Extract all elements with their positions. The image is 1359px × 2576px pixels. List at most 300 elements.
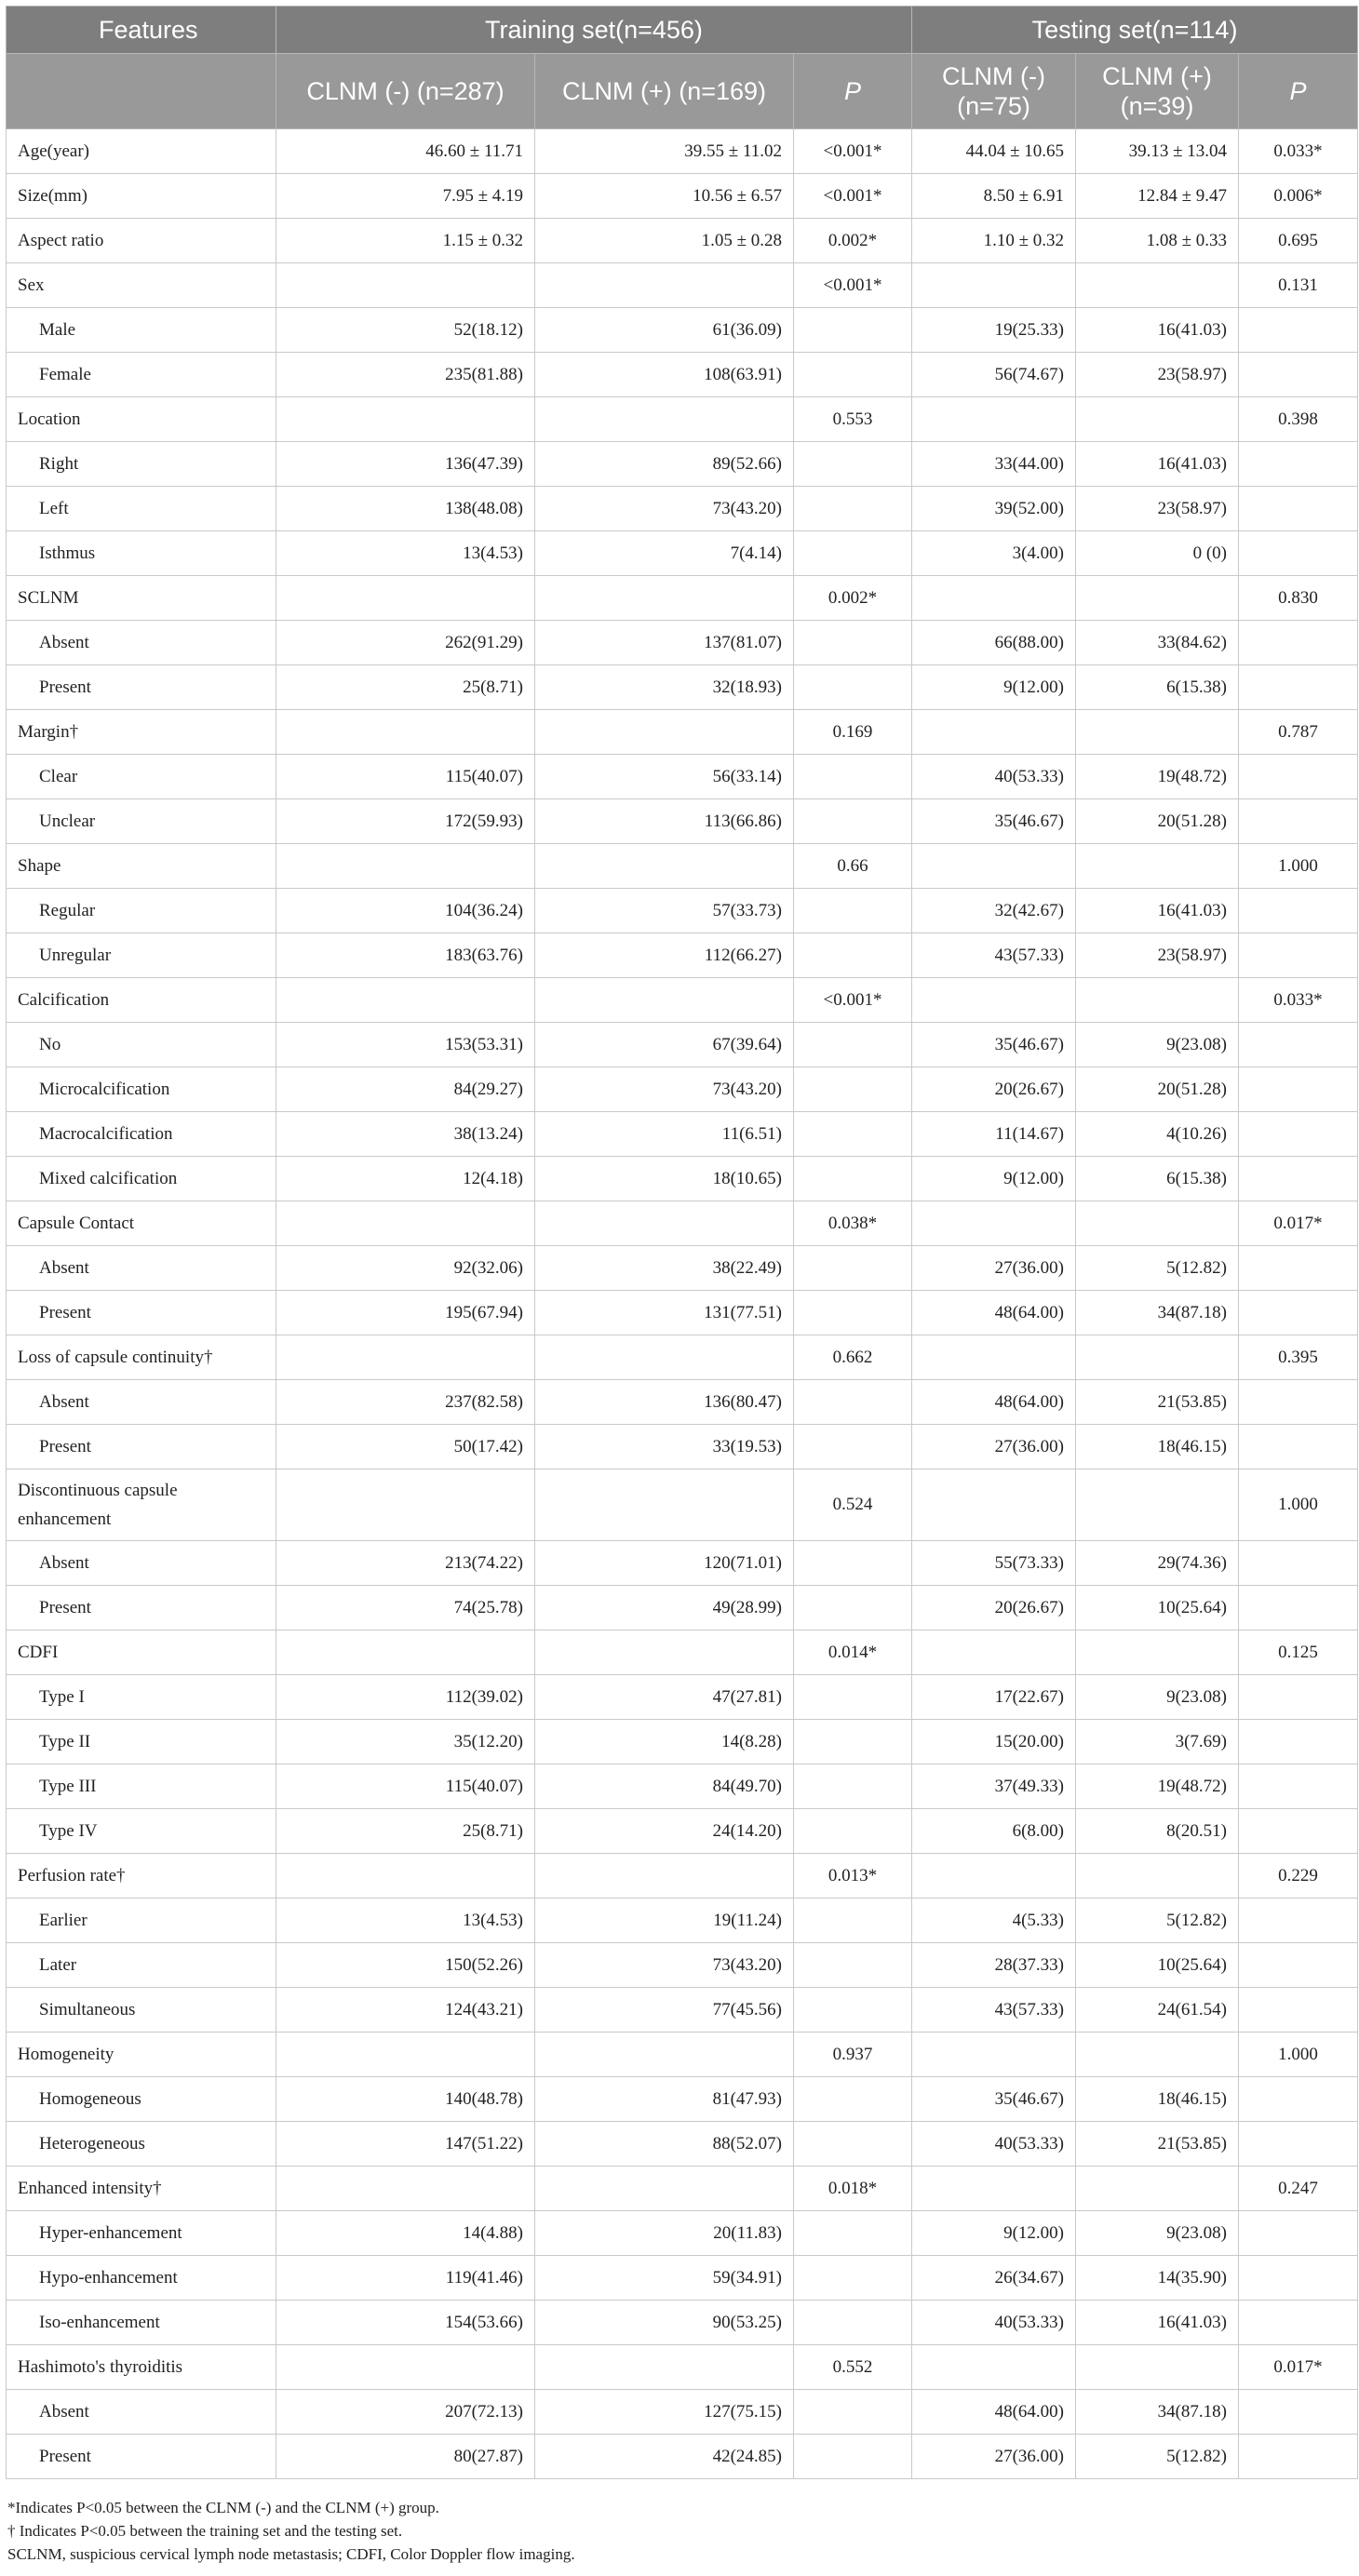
table-row xyxy=(7,933,1358,978)
cell-train-p xyxy=(794,2390,912,2435)
cell-test-p xyxy=(1239,2211,1358,2256)
cell-test-clnm-pos: 23(58.97) xyxy=(1076,487,1239,531)
row-feature-label: Discontinuous capsule enhancement xyxy=(7,1469,276,1541)
cell-train-p xyxy=(794,1943,912,1988)
cell-test-clnm-pos: 34(87.18) xyxy=(1076,2390,1239,2435)
cell-test-clnm-pos: 19(48.72) xyxy=(1076,755,1239,799)
table-row xyxy=(7,1809,1358,1854)
row-sub-label: Present xyxy=(7,2435,276,2479)
cell-test-p xyxy=(1239,2122,1358,2167)
cell-train-clnm-neg: 235(81.88) xyxy=(276,353,535,397)
cell-test-p xyxy=(1239,1157,1358,1201)
header-features: Features xyxy=(7,7,276,54)
cell-train-p xyxy=(794,487,912,531)
cell-test-clnm-pos xyxy=(1076,397,1239,442)
row-feature-label: Aspect ratio xyxy=(7,219,276,263)
row-sub-label: Left xyxy=(7,487,276,531)
cell-test-clnm-pos: 16(41.03) xyxy=(1076,2301,1239,2345)
row-sub-label: Homogeneous xyxy=(7,2077,276,2122)
cell-train-p xyxy=(794,2435,912,2479)
row-feature-label: SCLNM xyxy=(7,576,276,621)
cell-train-clnm-neg xyxy=(276,2167,535,2211)
cell-train-clnm-pos xyxy=(535,263,794,308)
cell-test-p xyxy=(1239,1988,1358,2033)
cell-test-clnm-neg: 28(37.33) xyxy=(912,1943,1076,1988)
cell-test-clnm-pos xyxy=(1076,710,1239,755)
header-features-blank xyxy=(7,54,276,129)
row-sub-label: Absent xyxy=(7,1246,276,1291)
table-row xyxy=(7,353,1358,397)
cell-test-clnm-pos xyxy=(1076,844,1239,889)
cell-train-clnm-neg: 13(4.53) xyxy=(276,1898,535,1943)
cell-test-p xyxy=(1239,2301,1358,2345)
cell-test-clnm-pos: 16(41.03) xyxy=(1076,442,1239,487)
cell-test-clnm-pos: 10(25.64) xyxy=(1076,1943,1239,1988)
row-sub-label: Hypo-enhancement xyxy=(7,2256,276,2301)
cell-train-p xyxy=(794,933,912,978)
cell-train-clnm-pos: 7(4.14) xyxy=(535,531,794,576)
cell-test-p: 0.017* xyxy=(1239,2345,1358,2390)
cell-train-p xyxy=(794,1023,912,1067)
table-container xyxy=(6,6,1357,2479)
cell-test-p xyxy=(1239,353,1358,397)
cell-train-clnm-pos xyxy=(535,710,794,755)
row-sub-label: Heterogeneous xyxy=(7,2122,276,2167)
row-sub-label: Absent xyxy=(7,2390,276,2435)
cell-train-clnm-neg: 7.95 ± 4.19 xyxy=(276,174,535,219)
cell-test-clnm-pos xyxy=(1076,1335,1239,1380)
cell-train-p: 0.552 xyxy=(794,2345,912,2390)
row-feature-label: Location xyxy=(7,397,276,442)
cell-train-clnm-neg: 183(63.76) xyxy=(276,933,535,978)
table-row xyxy=(7,799,1358,844)
cell-train-clnm-pos: 56(33.14) xyxy=(535,755,794,799)
cell-test-clnm-neg: 8.50 ± 6.91 xyxy=(912,174,1076,219)
cell-train-clnm-pos xyxy=(535,2167,794,2211)
cell-test-p: 0.398 xyxy=(1239,397,1358,442)
cell-train-clnm-neg xyxy=(276,1854,535,1898)
cell-train-clnm-pos: 39.55 ± 11.02 xyxy=(535,129,794,174)
cell-train-p: 0.038* xyxy=(794,1201,912,1246)
row-sub-label: Male xyxy=(7,308,276,353)
cell-test-clnm-pos xyxy=(1076,1201,1239,1246)
cell-test-clnm-neg: 33(44.00) xyxy=(912,442,1076,487)
table-row xyxy=(7,1898,1358,1943)
cell-test-clnm-pos: 8(20.51) xyxy=(1076,1809,1239,1854)
cell-test-clnm-pos: 23(58.97) xyxy=(1076,353,1239,397)
cell-train-p xyxy=(794,1764,912,1809)
row-sub-label: Type II xyxy=(7,1720,276,1764)
cell-test-clnm-neg: 40(53.33) xyxy=(912,2122,1076,2167)
cell-train-clnm-pos: 73(43.20) xyxy=(535,1067,794,1112)
table-row xyxy=(7,1380,1358,1425)
cell-test-clnm-neg: 43(57.33) xyxy=(912,1988,1076,2033)
cell-train-p xyxy=(794,621,912,665)
cell-train-clnm-neg xyxy=(276,397,535,442)
cell-test-clnm-neg xyxy=(912,2167,1076,2211)
cell-test-p: 0.033* xyxy=(1239,978,1358,1023)
cell-test-p xyxy=(1239,665,1358,710)
cell-test-clnm-pos: 29(74.36) xyxy=(1076,1541,1239,1586)
cell-train-clnm-neg: 124(43.21) xyxy=(276,1988,535,2033)
cell-test-p xyxy=(1239,531,1358,576)
cell-test-p: 0.017* xyxy=(1239,1201,1358,1246)
cell-train-clnm-neg: 1.15 ± 0.32 xyxy=(276,219,535,263)
cell-train-p xyxy=(794,1898,912,1943)
cell-train-p: 0.002* xyxy=(794,219,912,263)
cell-test-clnm-pos xyxy=(1076,1630,1239,1675)
cell-train-p xyxy=(794,2211,912,2256)
table-row xyxy=(7,889,1358,933)
cell-test-clnm-neg: 20(26.67) xyxy=(912,1586,1076,1630)
cell-test-clnm-pos: 20(51.28) xyxy=(1076,1067,1239,1112)
cell-test-clnm-pos: 9(23.08) xyxy=(1076,2211,1239,2256)
table-row xyxy=(7,174,1358,219)
cell-train-p xyxy=(794,799,912,844)
cell-train-clnm-pos xyxy=(535,2345,794,2390)
row-sub-label: Present xyxy=(7,1586,276,1630)
cell-test-clnm-neg: 4(5.33) xyxy=(912,1898,1076,1943)
cell-train-p xyxy=(794,889,912,933)
cell-test-clnm-pos xyxy=(1076,978,1239,1023)
cell-train-p: <0.001* xyxy=(794,978,912,1023)
cell-train-p: 0.662 xyxy=(794,1335,912,1380)
row-sub-label: Present xyxy=(7,1425,276,1469)
cell-train-clnm-pos: 19(11.24) xyxy=(535,1898,794,1943)
cell-test-p xyxy=(1239,1112,1358,1157)
cell-train-clnm-neg: 13(4.53) xyxy=(276,531,535,576)
cell-train-clnm-pos: 113(66.86) xyxy=(535,799,794,844)
cell-train-clnm-neg: 153(53.31) xyxy=(276,1023,535,1067)
cell-train-clnm-neg: 207(72.13) xyxy=(276,2390,535,2435)
table-row xyxy=(7,219,1358,263)
cell-train-clnm-pos: 32(18.93) xyxy=(535,665,794,710)
cell-train-p xyxy=(794,1157,912,1201)
row-feature-label: Loss of capsule continuity† xyxy=(7,1335,276,1380)
cell-test-clnm-pos: 10(25.64) xyxy=(1076,1586,1239,1630)
row-sub-label: No xyxy=(7,1023,276,1067)
table-row xyxy=(7,1067,1358,1112)
cell-test-clnm-neg: 35(46.67) xyxy=(912,2077,1076,2122)
cell-test-p xyxy=(1239,889,1358,933)
cell-train-clnm-neg xyxy=(276,1630,535,1675)
cell-test-clnm-pos: 39.13 ± 13.04 xyxy=(1076,129,1239,174)
cell-test-p: 1.000 xyxy=(1239,844,1358,889)
cell-train-p: 0.002* xyxy=(794,576,912,621)
cell-test-clnm-pos: 18(46.15) xyxy=(1076,1425,1239,1469)
row-sub-label: Earlier xyxy=(7,1898,276,1943)
cell-test-p xyxy=(1239,2256,1358,2301)
cell-train-p: 0.169 xyxy=(794,710,912,755)
cell-test-p: 0.125 xyxy=(1239,1630,1358,1675)
cell-train-clnm-pos xyxy=(535,1469,794,1541)
cell-train-p xyxy=(794,1112,912,1157)
cell-train-p xyxy=(794,2122,912,2167)
cell-test-clnm-pos: 14(35.90) xyxy=(1076,2256,1239,2301)
cell-test-clnm-neg xyxy=(912,2033,1076,2077)
cell-train-clnm-neg: 84(29.27) xyxy=(276,1067,535,1112)
cell-train-clnm-pos: 131(77.51) xyxy=(535,1291,794,1335)
cell-test-clnm-pos: 18(46.15) xyxy=(1076,2077,1239,2122)
table-row xyxy=(7,1157,1358,1201)
row-sub-label: Later xyxy=(7,1943,276,1988)
cell-train-clnm-neg: 14(4.88) xyxy=(276,2211,535,2256)
cell-test-p xyxy=(1239,2435,1358,2479)
cell-train-clnm-pos: 14(8.28) xyxy=(535,1720,794,1764)
cell-train-clnm-pos: 20(11.83) xyxy=(535,2211,794,2256)
table-row xyxy=(7,308,1358,353)
cell-train-clnm-neg: 74(25.78) xyxy=(276,1586,535,1630)
cell-train-clnm-pos xyxy=(535,978,794,1023)
header-test-clnm-neg: CLNM (-) (n=75) xyxy=(912,54,1076,129)
header-row-columns xyxy=(7,54,1358,129)
cell-test-clnm-neg xyxy=(912,1630,1076,1675)
footnote-significance: *Indicates P<0.05 between the CLNM (-) and the CLNM (+) group. xyxy=(7,2499,439,2516)
row-sub-label: Female xyxy=(7,353,276,397)
row-sub-label: Iso-enhancement xyxy=(7,2301,276,2345)
cell-train-clnm-pos: 73(43.20) xyxy=(535,487,794,531)
cell-train-clnm-neg: 112(39.02) xyxy=(276,1675,535,1720)
cell-test-clnm-neg xyxy=(912,1335,1076,1380)
cell-train-p: 0.937 xyxy=(794,2033,912,2077)
table-row xyxy=(7,1720,1358,1764)
cell-train-clnm-neg: 50(17.42) xyxy=(276,1425,535,1469)
cell-train-clnm-neg: 38(13.24) xyxy=(276,1112,535,1157)
cell-train-clnm-neg: 104(36.24) xyxy=(276,889,535,933)
cell-train-clnm-neg: 150(52.26) xyxy=(276,1943,535,1988)
cell-train-p xyxy=(794,1067,912,1112)
cell-test-clnm-pos: 0 (0) xyxy=(1076,531,1239,576)
cell-train-clnm-neg: 119(41.46) xyxy=(276,2256,535,2301)
row-sub-label: Present xyxy=(7,1291,276,1335)
header-test-clnm-pos: CLNM (+) (n=39) xyxy=(1076,54,1239,129)
cell-test-p xyxy=(1239,487,1358,531)
cell-test-p xyxy=(1239,621,1358,665)
table-row xyxy=(7,1023,1358,1067)
header-testing-set: Testing set(n=114) xyxy=(912,7,1358,54)
table-row xyxy=(7,1854,1358,1898)
row-feature-label: Age(year) xyxy=(7,129,276,174)
cell-train-p xyxy=(794,1720,912,1764)
cell-test-p xyxy=(1239,1675,1358,1720)
cell-train-p: 0.553 xyxy=(794,397,912,442)
row-sub-label: Mixed calcification xyxy=(7,1157,276,1201)
row-feature-label: Perfusion rate† xyxy=(7,1854,276,1898)
cell-test-clnm-neg xyxy=(912,2345,1076,2390)
cell-train-p xyxy=(794,1586,912,1630)
cell-test-clnm-pos: 4(10.26) xyxy=(1076,1112,1239,1157)
cell-train-p xyxy=(794,755,912,799)
cell-test-p xyxy=(1239,799,1358,844)
cell-train-clnm-neg xyxy=(276,1469,535,1541)
cell-test-clnm-pos: 21(53.85) xyxy=(1076,1380,1239,1425)
cell-train-clnm-pos: 89(52.66) xyxy=(535,442,794,487)
row-feature-label: Margin† xyxy=(7,710,276,755)
cell-train-clnm-neg xyxy=(276,1335,535,1380)
cell-test-clnm-neg: 43(57.33) xyxy=(912,933,1076,978)
table-row xyxy=(7,1541,1358,1586)
cell-test-clnm-neg: 55(73.33) xyxy=(912,1541,1076,1586)
cell-test-clnm-pos xyxy=(1076,1469,1239,1541)
cell-train-clnm-neg xyxy=(276,576,535,621)
row-sub-label: Macrocalcification xyxy=(7,1112,276,1157)
row-sub-label: Microcalcification xyxy=(7,1067,276,1112)
cell-train-clnm-neg xyxy=(276,978,535,1023)
table-row xyxy=(7,2390,1358,2435)
cell-train-p: <0.001* xyxy=(794,263,912,308)
cell-train-p xyxy=(794,308,912,353)
cell-train-p xyxy=(794,2077,912,2122)
table-row xyxy=(7,1675,1358,1720)
table-row xyxy=(7,621,1358,665)
cell-train-p xyxy=(794,1541,912,1586)
cell-train-clnm-neg: 172(59.93) xyxy=(276,799,535,844)
cell-train-clnm-neg: 92(32.06) xyxy=(276,1246,535,1291)
cell-train-clnm-neg xyxy=(276,2033,535,2077)
cell-test-clnm-neg: 27(36.00) xyxy=(912,1246,1076,1291)
row-sub-label: Simultaneous xyxy=(7,1988,276,2033)
cell-test-p xyxy=(1239,755,1358,799)
cell-train-clnm-neg: 237(82.58) xyxy=(276,1380,535,1425)
cell-test-clnm-neg xyxy=(912,576,1076,621)
cell-test-clnm-neg xyxy=(912,397,1076,442)
cell-train-p: 0.66 xyxy=(794,844,912,889)
cell-test-p xyxy=(1239,933,1358,978)
row-feature-label: Sex xyxy=(7,263,276,308)
cell-test-clnm-pos: 33(84.62) xyxy=(1076,621,1239,665)
cell-test-clnm-pos: 20(51.28) xyxy=(1076,799,1239,844)
cell-test-p xyxy=(1239,1023,1358,1067)
characteristics-table xyxy=(6,6,1358,2479)
cell-train-clnm-pos: 137(81.07) xyxy=(535,621,794,665)
footnote-dagger: † Indicates P<0.05 between the training set and the testing set. xyxy=(7,2522,403,2540)
row-sub-label: Isthmus xyxy=(7,531,276,576)
cell-train-clnm-pos: 42(24.85) xyxy=(535,2435,794,2479)
cell-test-clnm-neg: 35(46.67) xyxy=(912,1023,1076,1067)
table-row xyxy=(7,1246,1358,1291)
header-train-clnm-pos: CLNM (+) (n=169) xyxy=(535,54,794,129)
row-sub-label: Unclear xyxy=(7,799,276,844)
cell-test-clnm-pos xyxy=(1076,2167,1239,2211)
cell-train-clnm-neg: 115(40.07) xyxy=(276,1764,535,1809)
cell-train-clnm-neg xyxy=(276,2345,535,2390)
cell-train-clnm-pos: 59(34.91) xyxy=(535,2256,794,2301)
cell-test-p xyxy=(1239,308,1358,353)
cell-train-clnm-neg: 115(40.07) xyxy=(276,755,535,799)
cell-train-p xyxy=(794,1246,912,1291)
cell-test-clnm-pos: 5(12.82) xyxy=(1076,1246,1239,1291)
cell-train-clnm-pos: 73(43.20) xyxy=(535,1943,794,1988)
cell-test-clnm-neg xyxy=(912,978,1076,1023)
cell-train-p: 0.013* xyxy=(794,1854,912,1898)
cell-train-clnm-neg xyxy=(276,263,535,308)
row-sub-label: Regular xyxy=(7,889,276,933)
row-sub-label: Hyper-enhancement xyxy=(7,2211,276,2256)
cell-test-p xyxy=(1239,1809,1358,1854)
cell-test-p xyxy=(1239,1720,1358,1764)
table-row xyxy=(7,1112,1358,1157)
cell-train-clnm-pos: 77(45.56) xyxy=(535,1988,794,2033)
row-sub-label: Type III xyxy=(7,1764,276,1809)
cell-test-p xyxy=(1239,1291,1358,1335)
cell-test-p xyxy=(1239,1380,1358,1425)
cell-test-clnm-pos: 21(53.85) xyxy=(1076,2122,1239,2167)
cell-test-clnm-neg: 44.04 ± 10.65 xyxy=(912,129,1076,174)
cell-train-p xyxy=(794,353,912,397)
cell-train-p: <0.001* xyxy=(794,174,912,219)
cell-test-p: 0.395 xyxy=(1239,1335,1358,1380)
table-row xyxy=(7,710,1358,755)
cell-train-clnm-neg: 52(18.12) xyxy=(276,308,535,353)
cell-test-p: 0.229 xyxy=(1239,1854,1358,1898)
table-row xyxy=(7,978,1358,1023)
cell-test-clnm-neg: 39(52.00) xyxy=(912,487,1076,531)
cell-train-p xyxy=(794,1291,912,1335)
cell-test-clnm-neg: 27(36.00) xyxy=(912,1425,1076,1469)
cell-test-clnm-neg: 6(8.00) xyxy=(912,1809,1076,1854)
cell-train-clnm-neg xyxy=(276,710,535,755)
cell-train-clnm-pos: 18(10.65) xyxy=(535,1157,794,1201)
table-row xyxy=(7,263,1358,308)
row-feature-label: Hashimoto's thyroiditis xyxy=(7,2345,276,2390)
table-row xyxy=(7,1988,1358,2033)
cell-test-p xyxy=(1239,2077,1358,2122)
cell-test-clnm-pos: 3(7.69) xyxy=(1076,1720,1239,1764)
cell-test-clnm-neg: 48(64.00) xyxy=(912,1291,1076,1335)
cell-train-clnm-pos: 24(14.20) xyxy=(535,1809,794,1854)
cell-test-clnm-pos: 1.08 ± 0.33 xyxy=(1076,219,1239,263)
cell-train-clnm-pos: 57(33.73) xyxy=(535,889,794,933)
table-row xyxy=(7,2345,1358,2390)
table-row xyxy=(7,1425,1358,1469)
cell-train-clnm-pos xyxy=(535,576,794,621)
row-feature-label: Calcification xyxy=(7,978,276,1023)
cell-train-clnm-pos xyxy=(535,1630,794,1675)
cell-train-clnm-pos xyxy=(535,1854,794,1898)
row-feature-label: CDFI xyxy=(7,1630,276,1675)
row-feature-label: Capsule Contact xyxy=(7,1201,276,1246)
cell-train-p xyxy=(794,442,912,487)
cell-train-clnm-pos xyxy=(535,844,794,889)
cell-test-clnm-pos: 9(23.08) xyxy=(1076,1023,1239,1067)
cell-train-clnm-neg xyxy=(276,1201,535,1246)
cell-test-clnm-pos: 5(12.82) xyxy=(1076,1898,1239,1943)
cell-train-p xyxy=(794,1675,912,1720)
table-row xyxy=(7,2033,1358,2077)
cell-test-clnm-neg: 56(74.67) xyxy=(912,353,1076,397)
cell-test-clnm-neg: 9(12.00) xyxy=(912,2211,1076,2256)
row-feature-label: Enhanced intensity† xyxy=(7,2167,276,2211)
cell-train-clnm-neg: 262(91.29) xyxy=(276,621,535,665)
header-row-groups xyxy=(7,7,1358,54)
cell-test-clnm-pos: 23(58.97) xyxy=(1076,933,1239,978)
row-sub-label: Absent xyxy=(7,1541,276,1586)
header-training-set: Training set(n=456) xyxy=(276,7,912,54)
cell-test-p: 0.247 xyxy=(1239,2167,1358,2211)
cell-test-clnm-neg: 48(64.00) xyxy=(912,2390,1076,2435)
cell-train-clnm-pos: 1.05 ± 0.28 xyxy=(535,219,794,263)
cell-test-clnm-neg: 19(25.33) xyxy=(912,308,1076,353)
row-sub-label: Absent xyxy=(7,1380,276,1425)
table-row xyxy=(7,487,1358,531)
table-row xyxy=(7,1291,1358,1335)
cell-train-clnm-pos: 49(28.99) xyxy=(535,1586,794,1630)
cell-train-clnm-pos xyxy=(535,1335,794,1380)
cell-test-clnm-pos: 6(15.38) xyxy=(1076,1157,1239,1201)
cell-train-p xyxy=(794,2301,912,2345)
cell-test-clnm-neg: 3(4.00) xyxy=(912,531,1076,576)
cell-train-clnm-pos xyxy=(535,397,794,442)
